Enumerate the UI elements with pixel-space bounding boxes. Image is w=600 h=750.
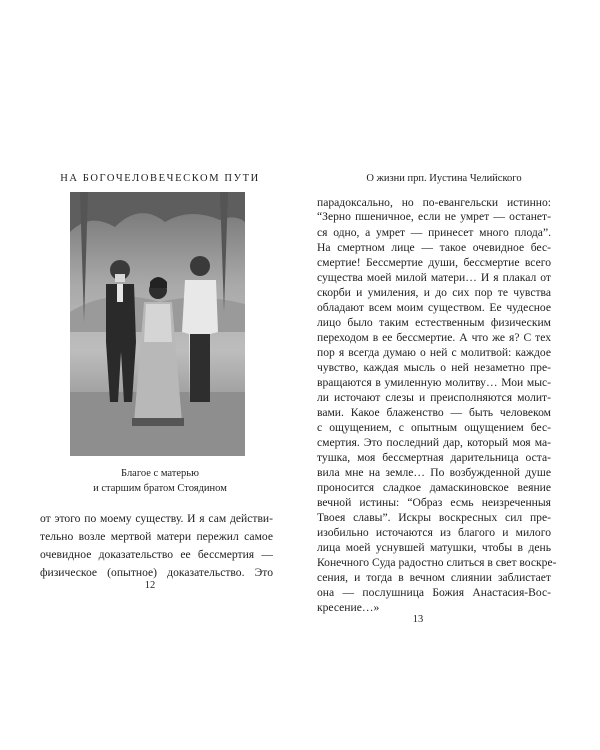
right-text-line-15: вами. Какое блаженство — быть человеком bbox=[317, 406, 551, 419]
right-text-line-26: сения, и тогда в вечном слиянии заблистает bbox=[317, 571, 551, 584]
photo-caption-line-2: и старшим братом Стоядином bbox=[93, 483, 227, 494]
right-running-head: О жизни прп. Иустина Челийского bbox=[366, 173, 522, 184]
right-text-line-23: изобильно источаются из благого и милого bbox=[317, 526, 551, 539]
left-page-number: 12 bbox=[144, 580, 156, 591]
right-text-line-5: смертие! Бессмертие души, бессмертие всего bbox=[317, 256, 551, 269]
right-text-line-1: парадоксально, но по-евангельски истинно: bbox=[317, 196, 551, 209]
right-text-line-16: с ощущением, с опытным ощущением бес- bbox=[317, 421, 551, 434]
right-text-line-28: кресение…» bbox=[317, 601, 380, 614]
right-text-line-19: вила мне на земле… По возбужденной душе bbox=[317, 466, 551, 479]
right-text-line-2: “Зерно пшеничное, если не умрет — останет- bbox=[317, 210, 551, 223]
right-text-line-8: обладают всем моим существом. Ее чудесное bbox=[317, 301, 551, 314]
right-text-line-3: ся одно, а умрет — принесет много плода”. bbox=[317, 226, 551, 239]
family-photograph bbox=[70, 192, 245, 456]
right-text-line-27: она — послушница Божия Анастасия-Вос- bbox=[317, 586, 551, 599]
right-text-line-7: скорби и умиления, и до сих пор те чувства bbox=[317, 286, 551, 299]
right-page-number: 13 bbox=[412, 614, 424, 625]
right-text-line-14: ли источают слезы и преисполняются молит- bbox=[317, 391, 551, 404]
right-text-line-10: переходом в ее бессмертие. А что же я? С тех bbox=[317, 331, 551, 344]
left-running-head: НА БОГОЧЕЛОВЕЧЕСКОМ ПУТИ bbox=[60, 173, 260, 184]
left-text-line-3: очевидное доказательство ее бессмертия — bbox=[40, 548, 273, 561]
right-page bbox=[300, 0, 600, 750]
right-text-line-13: вращаются в умиленную молитву… Мои мыс- bbox=[317, 376, 551, 389]
right-text-line-25: Конечного Суда радостно слиться в свет воскре- bbox=[317, 556, 557, 569]
right-text-line-17: смертия. Это последний дар, который моя ма- bbox=[317, 436, 551, 449]
right-text-line-12: чувство, каждая мысль о ней незаметно пре- bbox=[317, 361, 551, 374]
right-text-line-22: Твоея славы”. Искры воскресных сил пре- bbox=[317, 511, 551, 524]
right-text-line-24: лица моей уснувшей матушки, чтобы в день bbox=[317, 541, 551, 554]
right-text-line-21: вечной истины: “Образ есмь неизреченныя bbox=[317, 496, 551, 509]
photo-caption-line-1: Благое с матерью bbox=[121, 468, 199, 479]
left-text-line-2: тельно возле мертвой матери пережил самое bbox=[40, 530, 273, 543]
right-text-line-6: существа моей милой матери… И я плакал от bbox=[317, 271, 551, 284]
right-text-line-4: На смертном лице — такое очевидное бес- bbox=[317, 241, 551, 254]
left-text-line-4: физическое (опытное) доказательство. Это bbox=[40, 566, 273, 579]
right-text-line-20: проносится сладкое дамаскиновское веяние bbox=[317, 481, 551, 494]
right-text-line-18: тушка, моя бессмертная дарительница оста- bbox=[317, 451, 551, 464]
right-text-line-9: лицо было таким естественным физическим bbox=[317, 316, 551, 329]
left-text-line-1: от этого по моему существу. И я сам действи- bbox=[40, 512, 273, 525]
right-text-line-11: пор я всегда думаю о ней с молитвой: каждое bbox=[317, 346, 551, 359]
